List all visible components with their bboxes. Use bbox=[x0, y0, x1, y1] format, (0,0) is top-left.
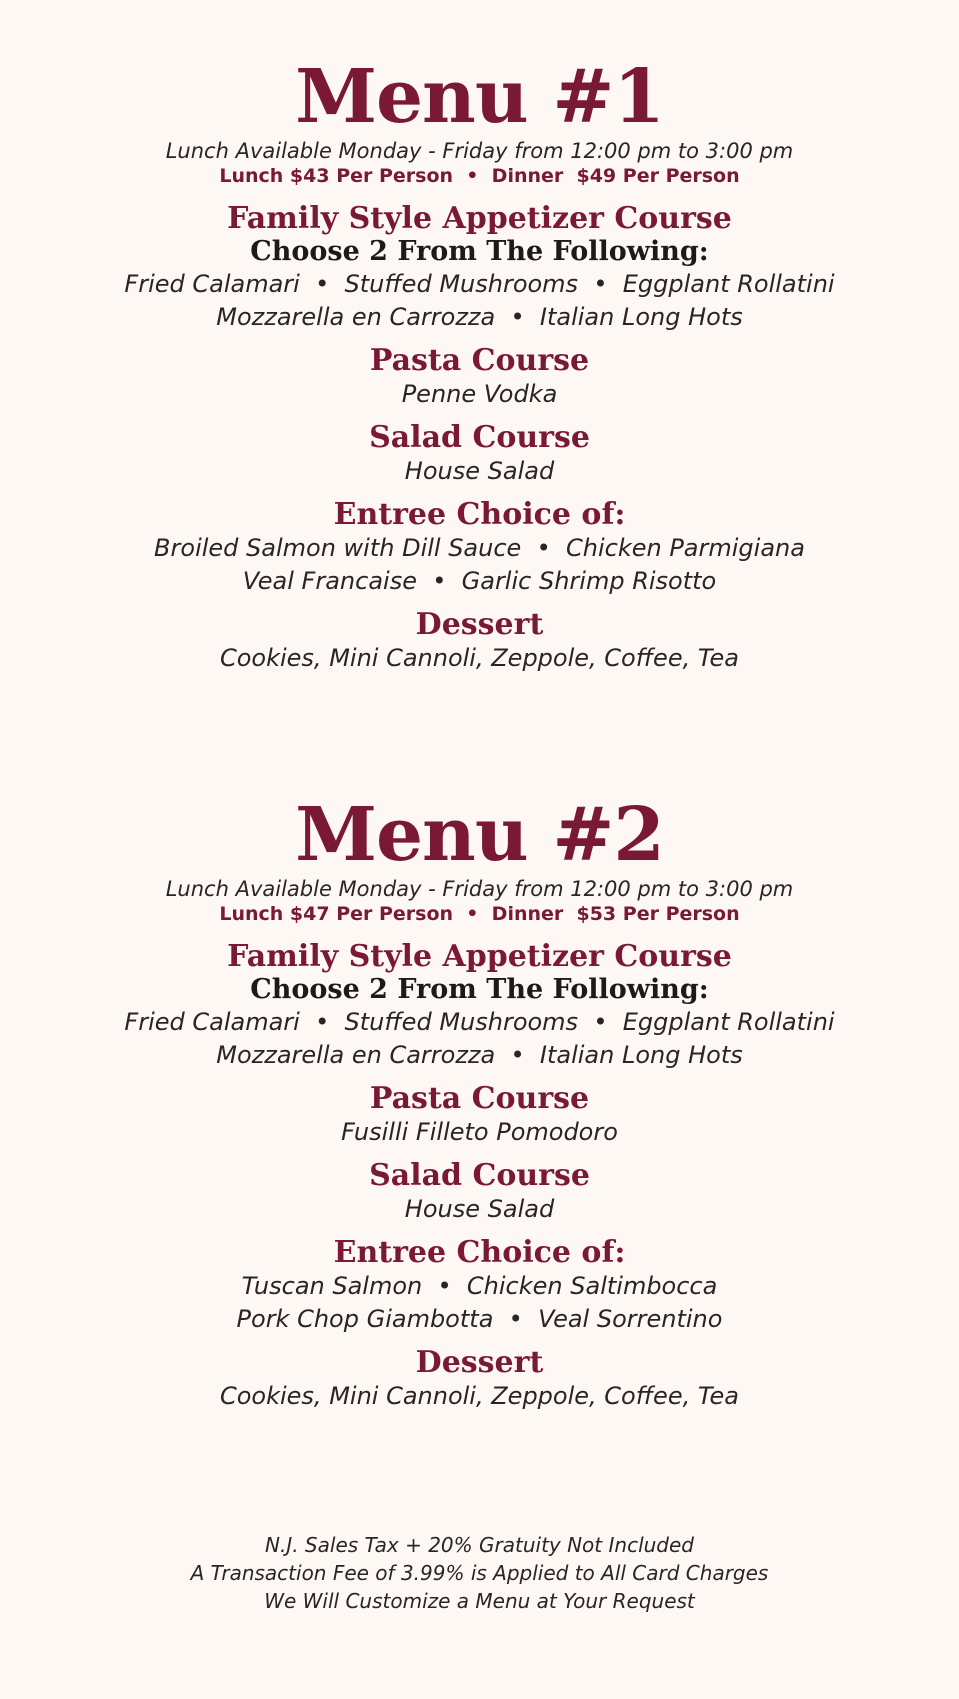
lunch-availability: Lunch Available Monday - Friday from 12:00 pm to 3:00 pm bbox=[165, 877, 794, 901]
appetizer-subheading: Choose 2 From The Following: bbox=[250, 974, 709, 1005]
pasta-heading: Pasta Course bbox=[369, 1081, 590, 1116]
entree-heading: Entree Choice of: bbox=[333, 497, 626, 532]
lunch-availability: Lunch Available Monday - Friday from 12:00 pm to 3:00 pm bbox=[165, 139, 794, 163]
appetizer-heading: Family Style Appetizer Course bbox=[227, 201, 732, 236]
dessert-item: Cookies, Mini Cannoli, Zeppole, Coffee, Tea bbox=[219, 644, 740, 672]
dessert-heading: Dessert bbox=[415, 607, 544, 642]
footer-notes bbox=[0, 1531, 959, 1615]
menu-2-block bbox=[0, 792, 959, 1413]
salad-item: House Salad bbox=[404, 457, 555, 485]
salad-heading: Salad Course bbox=[369, 420, 590, 455]
appetizer-subheading: Choose 2 From The Following: bbox=[250, 236, 709, 267]
entree-line: Pork Chop Giambotta • Veal Sorrentino bbox=[236, 1305, 723, 1333]
footer-customize-note: We Will Customize a Menu at Your Request bbox=[264, 1589, 695, 1613]
footer-tax-note: N.J. Sales Tax + 20% Gratuity Not Included bbox=[265, 1533, 694, 1557]
menu-1-block bbox=[0, 54, 959, 675]
footer-fee-note: A Transaction Fee of 3.99% is Applied to All Card Charges bbox=[190, 1561, 769, 1585]
pasta-item: Penne Vodka bbox=[401, 380, 558, 408]
menu-title: Menu #1 bbox=[295, 54, 664, 140]
entree-heading: Entree Choice of: bbox=[333, 1235, 626, 1270]
dessert-item: Cookies, Mini Cannoli, Zeppole, Coffee, Tea bbox=[219, 1382, 740, 1410]
entree-line: Tuscan Salmon • Chicken Saltimbocca bbox=[241, 1272, 718, 1300]
appetizer-line: Mozzarella en Carrozza • Italian Long Hots bbox=[216, 303, 743, 331]
salad-heading: Salad Course bbox=[369, 1158, 590, 1193]
menu-prices: Lunch $43 Per Person • Dinner $49 Per Person bbox=[219, 165, 740, 187]
appetizer-line: Mozzarella en Carrozza • Italian Long Hots bbox=[216, 1041, 743, 1069]
dessert-heading: Dessert bbox=[415, 1345, 544, 1380]
appetizer-line: Fried Calamari • Stuffed Mushrooms • Eggplant Rollatini bbox=[124, 270, 835, 298]
entree-line: Broiled Salmon with Dill Sauce • Chicken Parmigiana bbox=[154, 534, 805, 562]
appetizer-heading: Family Style Appetizer Course bbox=[227, 939, 732, 974]
menu-title: Menu #2 bbox=[295, 792, 664, 878]
menu-prices: Lunch $47 Per Person • Dinner $53 Per Person bbox=[219, 903, 740, 925]
pasta-item: Fusilli Filleto Pomodoro bbox=[341, 1118, 618, 1146]
appetizer-line: Fried Calamari • Stuffed Mushrooms • Eggplant Rollatini bbox=[124, 1008, 835, 1036]
salad-item: House Salad bbox=[404, 1195, 555, 1223]
pasta-heading: Pasta Course bbox=[369, 343, 590, 378]
entree-line: Veal Francaise • Garlic Shrimp Risotto bbox=[242, 567, 717, 595]
